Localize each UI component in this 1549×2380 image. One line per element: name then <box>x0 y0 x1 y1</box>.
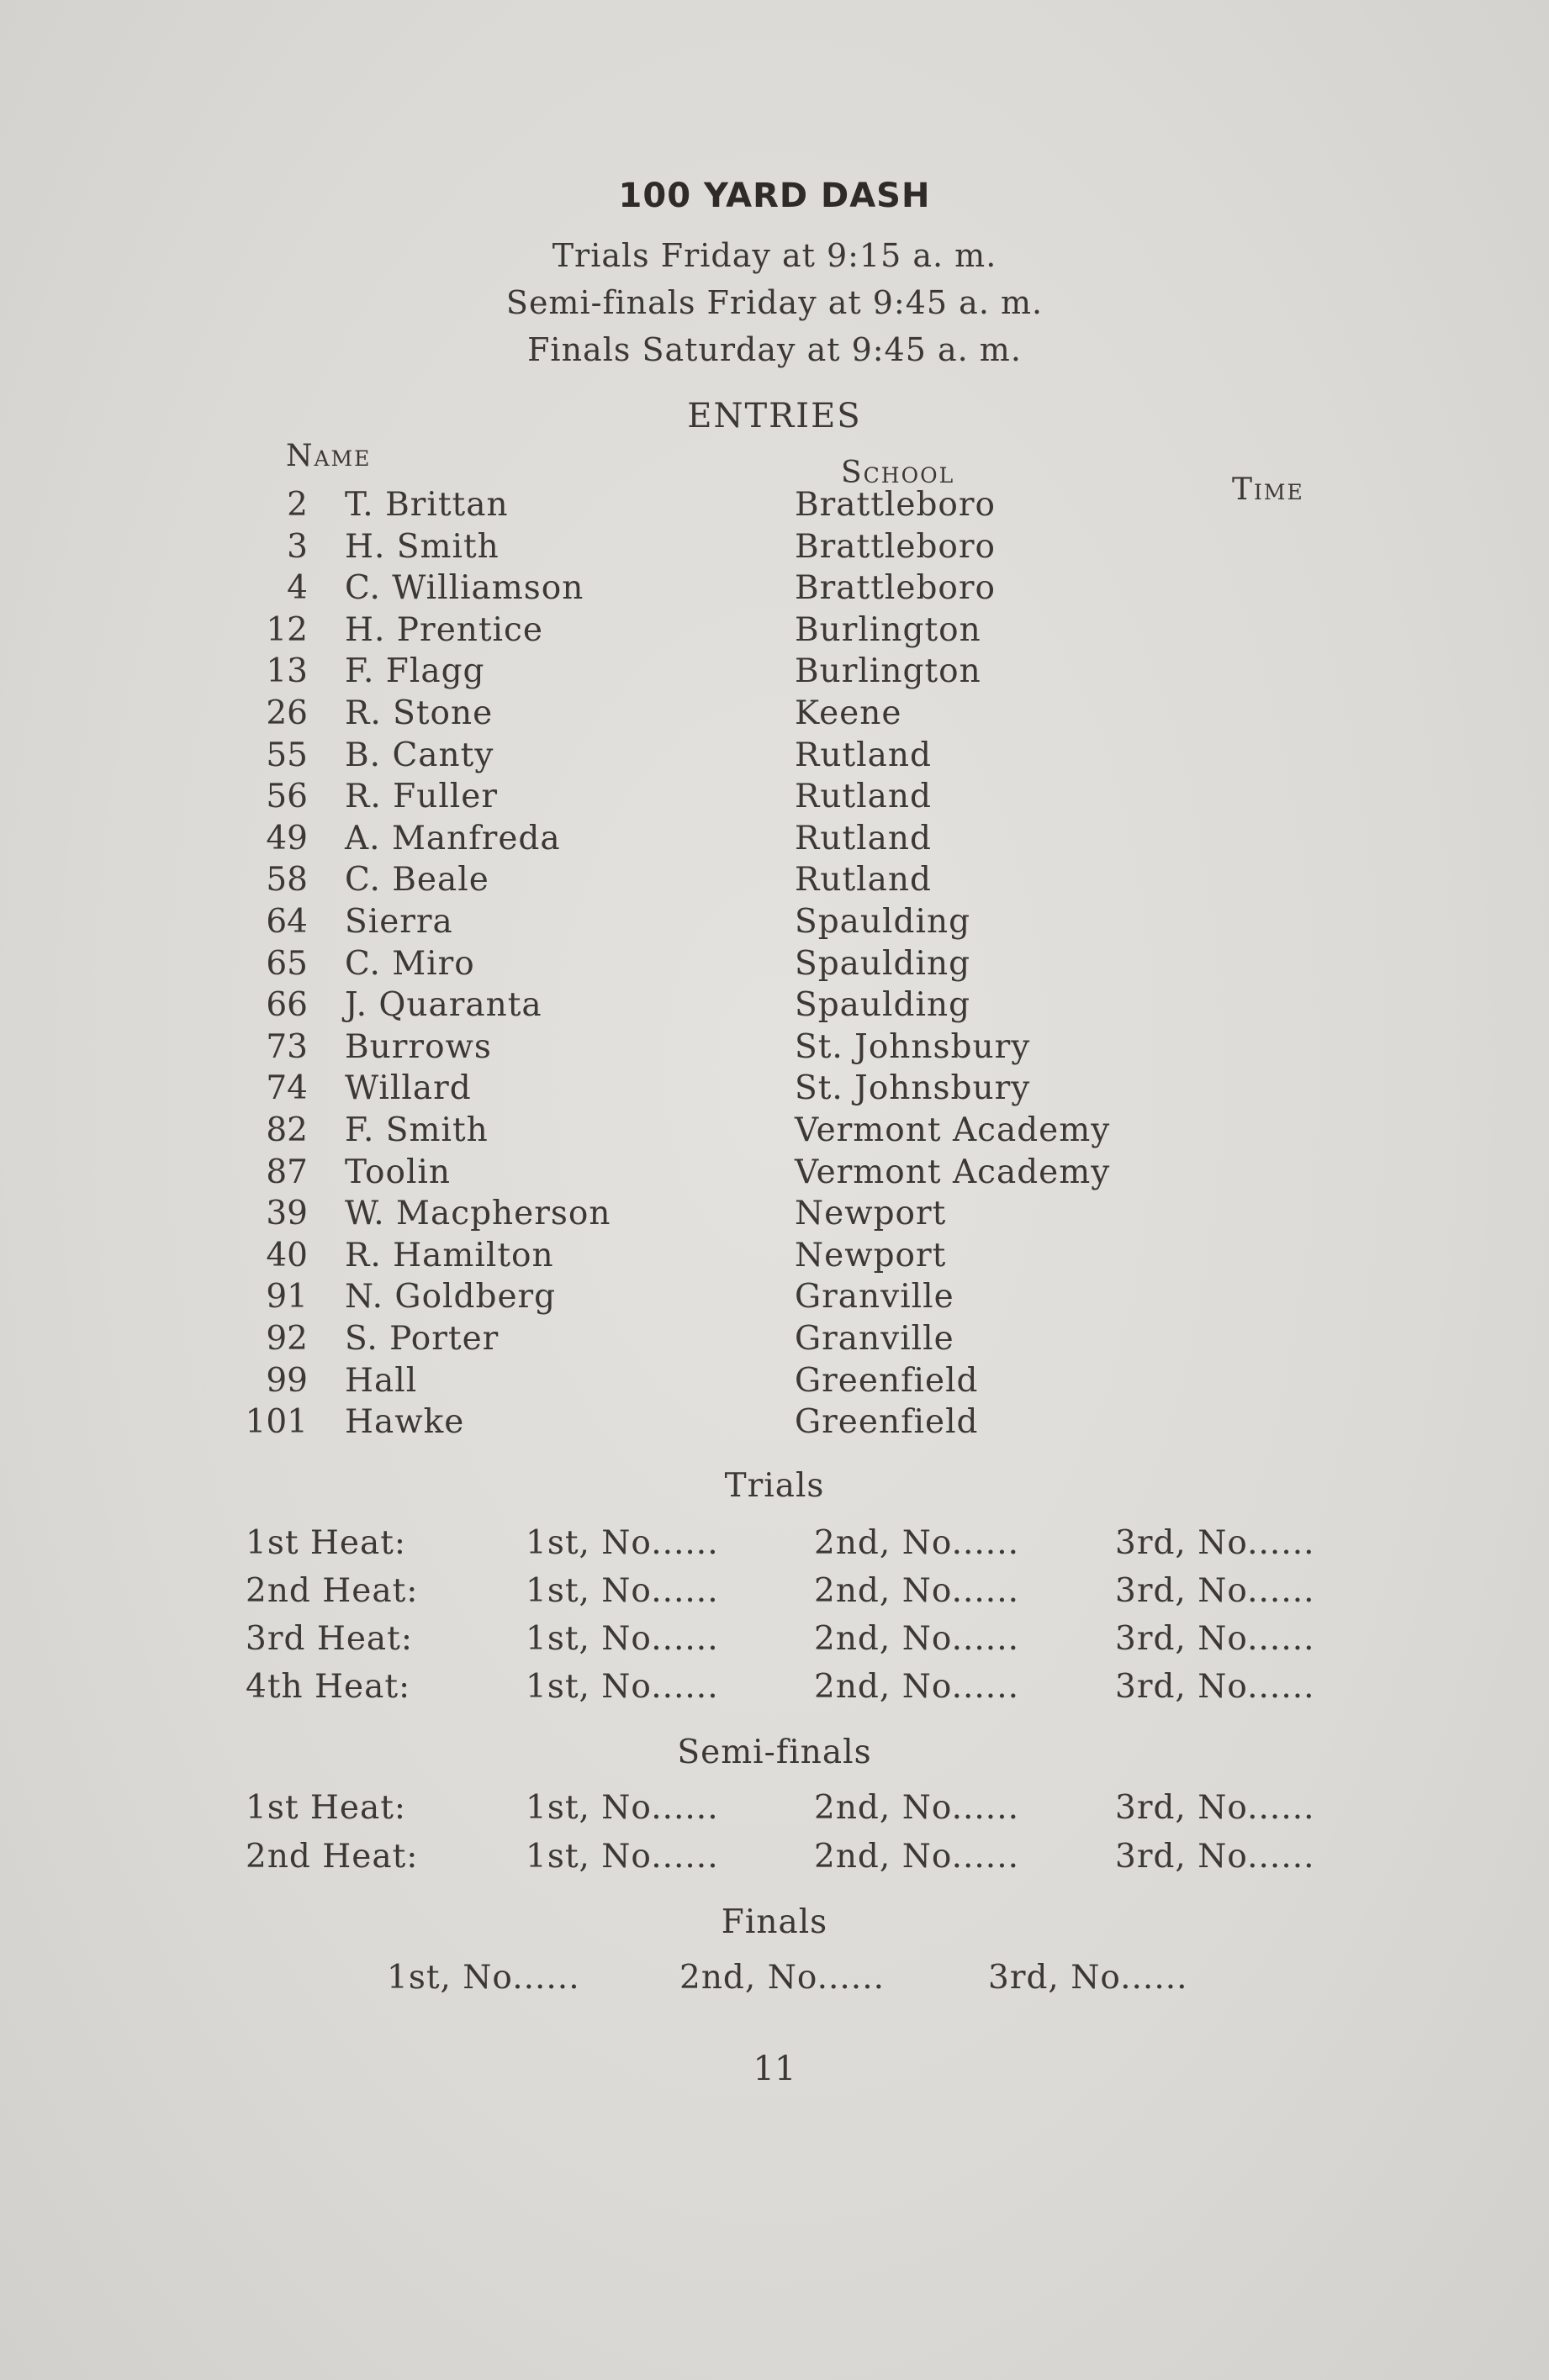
entry-number: 55 <box>266 736 308 774</box>
entry-school: Vermont Academy <box>795 1153 1111 1191</box>
entry-number: 101 <box>245 1403 308 1442</box>
entry-name: R. Fuller <box>345 778 499 816</box>
entry-number: 12 <box>266 610 308 649</box>
entry-number: 87 <box>266 1153 308 1191</box>
entry-number: 2 <box>287 486 308 524</box>
heat-third-place: 3rd, No...... <box>1115 1524 1315 1562</box>
entry-row <box>0 778 1549 820</box>
entry-row <box>0 528 1549 570</box>
entry-name: W. Macpherson <box>345 1195 611 1233</box>
heat-first-place: 1st, No...... <box>526 1524 719 1562</box>
entry-school: Rutland <box>795 819 932 858</box>
heat-first-place: 1st, No...... <box>526 1572 719 1610</box>
heat-third-place: 3rd, No...... <box>1115 1789 1315 1827</box>
event-title: 100 YARD DASH <box>618 177 931 215</box>
entry-number: 82 <box>266 1111 308 1149</box>
entry-name: Willard <box>345 1069 472 1108</box>
entry-name: C. Miro <box>345 944 475 983</box>
entry-school: Brattleboro <box>795 527 997 566</box>
entry-school: Vermont Academy <box>795 1111 1111 1149</box>
finals-second-place: 2nd, No...... <box>679 1959 885 1997</box>
entry-name: Toolin <box>345 1153 452 1191</box>
entry-school: Granville <box>795 1320 954 1358</box>
entry-row <box>0 1320 1549 1362</box>
entry-school: Newport <box>795 1236 947 1274</box>
heat-third-place: 3rd, No...... <box>1115 1572 1315 1610</box>
trials-heading: Trials <box>724 1467 825 1505</box>
entry-number: 65 <box>266 944 308 983</box>
heat-label: 2nd Heat: <box>246 1572 419 1610</box>
entry-number: 99 <box>266 1361 308 1400</box>
entry-row <box>0 1111 1549 1153</box>
entry-school: Spaulding <box>795 903 971 941</box>
entry-number: 74 <box>266 1069 308 1108</box>
entry-name: H. Smith <box>345 527 500 566</box>
entry-number: 40 <box>266 1236 308 1274</box>
entry-number: 58 <box>266 861 308 900</box>
entry-row <box>0 861 1549 903</box>
entry-name: Hall <box>345 1361 418 1400</box>
entry-name: F. Smith <box>345 1111 489 1149</box>
entry-school: Granville <box>795 1278 954 1317</box>
finals-third-place: 3rd, No...... <box>988 1959 1188 1997</box>
heat-second-place: 2nd, No...... <box>814 1838 1019 1876</box>
entry-row <box>0 986 1549 1028</box>
heat-first-place: 1st, No...... <box>526 1668 719 1706</box>
column-header-time: Time <box>1232 472 1304 507</box>
entry-name: J. Quaranta <box>345 986 542 1025</box>
entry-row <box>0 1278 1549 1320</box>
entry-row <box>0 1237 1549 1279</box>
entry-number: 66 <box>266 986 308 1025</box>
entry-name: A. Manfreda <box>345 819 561 858</box>
entry-school: Spaulding <box>795 944 971 983</box>
entry-number: 64 <box>266 903 308 941</box>
entry-row <box>0 1195 1549 1237</box>
entry-number: 3 <box>287 527 308 566</box>
entry-number: 56 <box>266 778 308 816</box>
entry-school: Brattleboro <box>795 569 997 608</box>
entry-row <box>0 486 1549 528</box>
entry-school: Greenfield <box>795 1403 979 1442</box>
heat-second-place: 2nd, No...... <box>814 1524 1019 1562</box>
entry-row <box>0 611 1549 653</box>
entry-row <box>0 820 1549 862</box>
entry-number: 73 <box>266 1027 308 1066</box>
heat-label: 2nd Heat: <box>246 1838 419 1876</box>
entry-name: Hawke <box>345 1403 465 1442</box>
heat-third-place: 3rd, No...... <box>1115 1620 1315 1658</box>
column-header-school: School <box>841 456 955 490</box>
entry-name: R. Stone <box>345 694 494 732</box>
entry-row <box>0 736 1549 778</box>
entry-row <box>0 1028 1549 1070</box>
entry-name: C. Williamson <box>345 569 584 608</box>
entry-number: 13 <box>266 652 308 691</box>
heat-second-place: 2nd, No...... <box>814 1789 1019 1827</box>
entry-name: F. Flagg <box>345 652 485 691</box>
entry-row <box>0 903 1549 945</box>
column-header-name: Name <box>286 439 372 473</box>
entry-school: Burlington <box>795 652 981 691</box>
entry-school: Rutland <box>795 736 932 774</box>
entry-school: Rutland <box>795 778 932 816</box>
page-number: 11 <box>753 2050 796 2088</box>
semifinals-heading: Semi-finals <box>677 1734 872 1771</box>
entry-number: 4 <box>287 569 308 608</box>
entries-heading: ENTRIES <box>687 397 862 435</box>
entry-row <box>0 1153 1549 1195</box>
entry-number: 49 <box>266 819 308 858</box>
entry-school: Greenfield <box>795 1361 979 1400</box>
entry-name: T. Brittan <box>345 486 509 524</box>
entry-row <box>0 1362 1549 1404</box>
entry-number: 92 <box>266 1320 308 1358</box>
entry-school: Newport <box>795 1195 947 1233</box>
schedule-semifinals: Semi-finals Friday at 9:45 a. m. <box>505 284 1044 321</box>
entry-name: Burrows <box>345 1027 492 1066</box>
finals-heading: Finals <box>721 1903 828 1941</box>
heat-label: 1st Heat: <box>246 1789 407 1827</box>
entry-name: R. Hamilton <box>345 1236 554 1274</box>
entry-row <box>0 1403 1549 1445</box>
entry-name: Sierra <box>345 903 453 941</box>
entry-school: St. Johnsbury <box>795 1069 1031 1108</box>
entry-school: St. Johnsbury <box>795 1027 1031 1066</box>
heat-first-place: 1st, No...... <box>526 1620 719 1658</box>
entry-row <box>0 569 1549 611</box>
heat-label: 3rd Heat: <box>246 1620 413 1658</box>
heat-second-place: 2nd, No...... <box>814 1620 1019 1658</box>
entry-row <box>0 945 1549 987</box>
entry-name: S. Porter <box>345 1320 500 1358</box>
heat-first-place: 1st, No...... <box>526 1789 719 1827</box>
entry-number: 26 <box>266 694 308 732</box>
entry-number: 39 <box>266 1195 308 1233</box>
entry-row <box>0 694 1549 736</box>
entry-row <box>0 652 1549 694</box>
schedule-finals: Finals Saturday at 9:45 a. m. <box>527 331 1022 368</box>
entry-school: Brattleboro <box>795 486 997 524</box>
entry-name: B. Canty <box>345 736 494 774</box>
entry-name: H. Prentice <box>345 610 543 649</box>
heat-third-place: 3rd, No...... <box>1115 1838 1315 1876</box>
entry-school: Keene <box>795 694 902 732</box>
entry-school: Rutland <box>795 861 932 900</box>
heat-label: 1st Heat: <box>246 1524 407 1562</box>
schedule-trials: Trials Friday at 9:15 a. m. <box>552 237 997 274</box>
entry-school: Spaulding <box>795 986 971 1025</box>
finals-first-place: 1st, No...... <box>387 1959 580 1997</box>
heat-third-place: 3rd, No...... <box>1115 1668 1315 1706</box>
entry-row <box>0 1069 1549 1111</box>
heat-first-place: 1st, No...... <box>526 1838 719 1876</box>
heat-second-place: 2nd, No...... <box>814 1668 1019 1706</box>
entry-school: Burlington <box>795 610 981 649</box>
heat-second-place: 2nd, No...... <box>814 1572 1019 1610</box>
entry-number: 91 <box>266 1278 308 1317</box>
entry-name: N. Goldberg <box>345 1278 557 1317</box>
heat-label: 4th Heat: <box>246 1668 411 1706</box>
entry-name: C. Beale <box>345 861 489 900</box>
